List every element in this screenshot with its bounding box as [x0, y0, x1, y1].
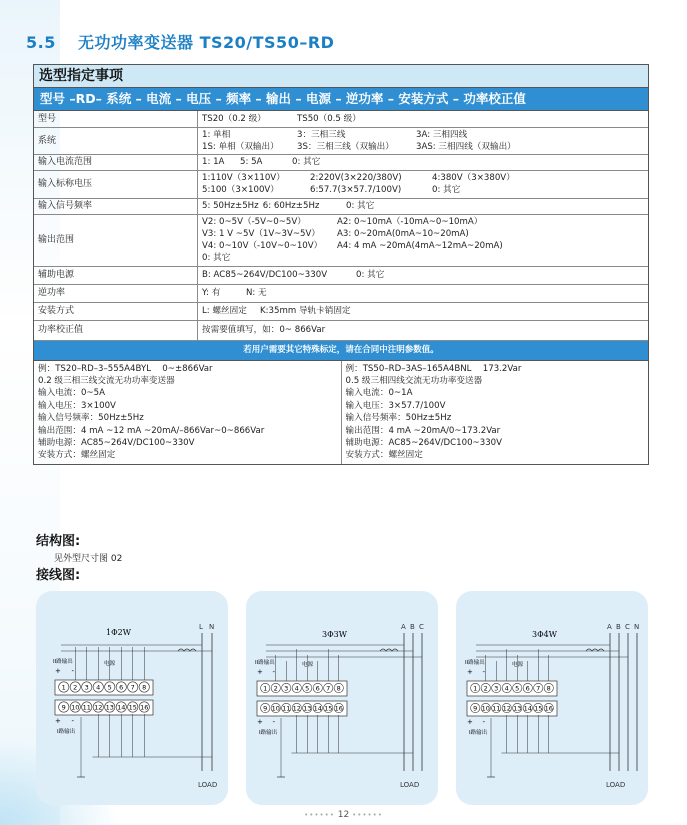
plus-sign: +: [467, 668, 473, 676]
terminal-number: 3: [494, 684, 499, 693]
example-line: 安装方式：螺丝固定: [345, 450, 423, 461]
output-2-label: II路输出: [53, 659, 73, 665]
spec-option: V4: 0~10V（-10V~0~10V）: [202, 241, 323, 251]
system-label: 3Φ4W: [532, 630, 557, 639]
phase-label: A: [401, 623, 406, 631]
model-code-bar: 型号 –RD– 系统 – 电流 – 电压 – 频率 – 输出 – 电源 – 逆功率 – 安装方式 – 功率校正值: [34, 88, 648, 111]
example-line: 安装方式：螺丝固定: [38, 450, 116, 461]
terminal-number: 11: [82, 703, 91, 712]
spec-value: [198, 266, 649, 284]
spec-row: [34, 198, 648, 214]
spec-key: 输入标称电压: [34, 170, 198, 198]
spec-option: 3A: 三相四线: [416, 129, 468, 140]
terminal-number: 5: [107, 683, 112, 692]
terminal-number: 7: [326, 684, 331, 693]
phase-label: N: [634, 623, 640, 631]
spec-option: 5: 5A: [240, 157, 263, 167]
terminal-number: 2: [73, 683, 78, 692]
spec-option: 0: 其它: [432, 185, 461, 195]
wiring-panel-1p2w: [36, 591, 228, 805]
page-number: 12: [337, 810, 350, 820]
spec-option: N: 无: [246, 288, 267, 298]
terminal-number: 12: [292, 704, 301, 713]
terminal-number: 5: [305, 684, 310, 693]
spec-value-line: [202, 129, 644, 141]
terminal-number: 15: [324, 704, 333, 713]
structure-heading: 结构图:: [36, 534, 81, 549]
power-label: 电源: [302, 662, 314, 668]
plus-sign: +: [55, 717, 61, 725]
wiring-diagram-3p4w: [456, 591, 648, 805]
spec-option: A2: 0~10mA（-10mA~0~10mA）: [337, 217, 483, 227]
spec-row: [34, 170, 648, 198]
terminal-number: 4: [96, 683, 101, 692]
spec-option: 0: 其它: [346, 201, 375, 211]
terminal-strip: [257, 681, 347, 696]
spec-key: 输出范围: [34, 214, 198, 266]
terminal-number: 13: [105, 703, 114, 712]
spec-value-line: [202, 200, 644, 212]
spec-option: L: 螺丝固定: [202, 306, 247, 316]
spec-value: [198, 127, 649, 154]
example-line: 辅助电源：AC85~264V/DC100~330V: [38, 437, 195, 448]
phase-label: N: [209, 623, 215, 631]
terminal-number: 7: [536, 684, 541, 693]
spec-value-line: [202, 216, 644, 228]
spec-row: [34, 284, 648, 302]
spec-option: 0: 其它: [292, 157, 321, 167]
spec-value-line: [202, 287, 644, 299]
spec-option: V3: 1 V ~5V（1V~3V~5V）: [202, 229, 320, 239]
terminal-number: 12: [94, 703, 103, 712]
output-1-label: I路输出: [259, 730, 278, 736]
load-label: LOAD: [198, 781, 218, 789]
plus-sign: +: [257, 718, 263, 726]
spec-option: 0: 其它: [202, 253, 231, 263]
example-line: 输入信号频率：50Hz±5Hz: [345, 413, 452, 424]
terminal-number: 16: [140, 703, 149, 712]
notice-bar: 若用户需要其它特殊标定，请在合同中注明参数值。: [34, 341, 648, 361]
spec-value: [198, 320, 649, 340]
spec-value: [198, 198, 649, 214]
spec-option: A4: 4 mA ~20mA(4mA~12mA~20mA): [337, 241, 503, 251]
system-label: 1Φ2W: [106, 628, 131, 637]
phase-label: C: [419, 623, 424, 631]
spec-option: 5:100（3×100V）: [202, 185, 279, 195]
terminal-number: 16: [544, 704, 553, 713]
example-line: 输入电流：0~5A: [38, 388, 105, 399]
footer-dots-left: ••••••: [304, 811, 335, 819]
spec-value-line: [202, 228, 644, 240]
plus-sign: +: [55, 667, 61, 675]
terminal-number: 15: [534, 704, 543, 713]
example-line: 0.5 级三相四线交流无功功率变送器: [345, 375, 483, 386]
spec-value: [198, 154, 649, 170]
spec-option: 3：三相三线: [297, 129, 346, 140]
terminal-number: 11: [282, 704, 291, 713]
example-1: [34, 361, 341, 464]
terminal-number: 11: [492, 704, 501, 713]
wiring-panel-3p4w: [456, 591, 648, 805]
spec-key: 输入电流范围: [34, 154, 198, 170]
structure-note: 见外型尺寸图 02: [54, 554, 123, 564]
terminal-number: 12: [502, 704, 511, 713]
spec-option: V2: 0~5V（-5V~0~5V）: [202, 217, 306, 227]
spec-option: 3S：三相三线（双输出）: [297, 141, 394, 152]
example-line: 输出范围：4 mA ~12 mA ~20mA/–866Var~0~866Var: [38, 425, 265, 436]
spec-option: 0: 其它: [356, 270, 385, 280]
terminal-strip: [55, 680, 153, 695]
example-line: 输出范围：4 mA ~20mA/0~173.2Var: [345, 425, 501, 436]
spec-row: [34, 111, 648, 127]
terminal-number: 4: [504, 684, 509, 693]
spec-option: B: AC85~264V/DC100~330V: [202, 270, 328, 280]
terminal-number: 14: [523, 704, 532, 713]
spec-option: TS20（0.2 级）: [202, 113, 266, 124]
spec-option: 1S: 单相（双输出）: [202, 141, 279, 152]
terminal-number: 8: [142, 683, 147, 692]
terminal-number: 3: [84, 683, 89, 692]
plus-sign: +: [467, 718, 473, 726]
power-label: 电源: [104, 661, 116, 667]
spec-value-line: [202, 156, 644, 168]
terminal-number: 14: [117, 703, 126, 712]
output-1-label: I路输出: [469, 730, 488, 736]
example-line: 例：TS50–RD–3AS–165A4BNL 173.2Var: [345, 363, 522, 374]
spec-option: A3: 0~20mA(0mA~10~20mA): [337, 229, 469, 239]
minus-sign: -: [71, 667, 75, 675]
terminal-number: 4: [294, 684, 299, 693]
spec-value-line: [202, 113, 644, 125]
terminal-strip: [467, 681, 557, 696]
section-title: 无功功率变送器 TS20/TS50–RD: [78, 33, 335, 52]
example-2: [341, 361, 649, 464]
spec-value-line: [202, 172, 644, 184]
spec-value-line: [202, 240, 644, 252]
wiring-heading: 接线图:: [36, 568, 81, 583]
spec-key: 系统: [34, 127, 198, 154]
example-line: 辅助电源：AC85~264V/DC100~330V: [345, 437, 503, 448]
spec-option: 5: 50Hz±5Hz: [202, 201, 259, 211]
spec-option: 6: 60Hz±5Hz: [262, 201, 320, 211]
spec-table: [34, 111, 648, 341]
terminal-number: 2: [273, 684, 278, 693]
spec-option: 1: 单相: [202, 129, 231, 140]
spec-row: [34, 320, 648, 340]
output-1-label: I路输出: [57, 729, 76, 735]
load-label: LOAD: [606, 781, 626, 789]
spec-value: [198, 302, 649, 320]
minus-sign: -: [482, 668, 486, 676]
terminal-number: 15: [128, 703, 137, 712]
spec-row: [34, 214, 648, 266]
spec-value-line: [202, 324, 644, 336]
spec-row: [34, 127, 648, 154]
spec-value-line: [202, 252, 644, 264]
terminal-strip: [55, 700, 153, 715]
selection-table: [33, 64, 649, 465]
terminal-number: 13: [513, 704, 522, 713]
terminal-number: 10: [481, 704, 490, 713]
load-label: LOAD: [400, 781, 420, 789]
section-number: 5.5: [26, 33, 56, 52]
wiring-diagram-1p2w: [36, 591, 228, 805]
spec-key: 辅助电源: [34, 266, 198, 284]
spec-row: [34, 302, 648, 320]
terminal-number: 14: [313, 704, 322, 713]
spec-key: 逆功率: [34, 284, 198, 302]
page-title: [26, 30, 334, 53]
output-2-label: II路输出: [465, 660, 485, 666]
example-line: 输入电压：3×57.7/100V: [345, 400, 446, 411]
terminal-number: 1: [61, 683, 66, 692]
footer-dots-right: ••••••: [352, 811, 383, 819]
spec-key: 功率校正值: [34, 320, 198, 340]
terminal-strip: [467, 701, 557, 716]
spec-row: [34, 266, 648, 284]
terminal-number: 3: [284, 684, 289, 693]
terminal-number: 9: [263, 704, 268, 713]
spec-value-line: [202, 141, 644, 153]
spec-row: [34, 154, 648, 170]
spec-value: [198, 111, 649, 127]
phase-label: C: [625, 623, 630, 631]
terminal-number: 10: [71, 703, 80, 712]
selection-heading: 选型指定事项: [34, 65, 648, 88]
spec-option: 2:220V(3×220/380V): [310, 173, 402, 183]
spec-key: 安装方式: [34, 302, 198, 320]
example-line: 例：TS20–RD–3–555A4BYL 0~±866Var: [38, 363, 213, 374]
spec-option: 按需要值填写，如：0~ 866Var: [202, 325, 326, 335]
spec-option: 6:57.7(3×57.7/100V): [310, 185, 402, 195]
page-footer: [0, 810, 687, 820]
minus-sign: -: [71, 717, 75, 725]
examples-block: [34, 361, 648, 464]
terminal-strip: [257, 701, 347, 716]
phase-label: L: [199, 623, 203, 631]
spec-value-line: [202, 184, 644, 196]
terminal-number: 1: [263, 684, 268, 693]
spec-key: 型号: [34, 111, 198, 127]
terminal-number: 10: [271, 704, 280, 713]
spec-value-line: [202, 269, 644, 281]
spec-key: 输入信号频率: [34, 198, 198, 214]
phase-label: A: [607, 623, 612, 631]
terminal-number: 8: [336, 684, 341, 693]
phase-label: B: [410, 623, 415, 631]
terminal-number: 13: [303, 704, 312, 713]
spec-option: K:35mm 导轨卡销固定: [260, 306, 351, 316]
spec-option: 3AS: 三相四线（双输出）: [416, 141, 516, 152]
terminal-number: 9: [473, 704, 478, 713]
terminal-number: 8: [546, 684, 551, 693]
terminal-number: 1: [473, 684, 478, 693]
example-line: 输入电流：0~1A: [345, 388, 413, 399]
spec-value: [198, 214, 649, 266]
terminal-number: 2: [483, 684, 488, 693]
spec-value: [198, 284, 649, 302]
terminal-number: 9: [61, 703, 66, 712]
minus-sign: -: [272, 668, 276, 676]
terminal-number: 5: [515, 684, 520, 693]
system-label: 3Φ3W: [322, 630, 347, 639]
spec-option: 4:380V（3×380V）: [432, 173, 515, 183]
terminal-number: 7: [130, 683, 135, 692]
example-line: 输入电压：3×100V: [38, 400, 116, 411]
plus-sign: +: [257, 668, 263, 676]
spec-option: TS50（0.5 级）: [297, 113, 361, 124]
example-line: 0.2 级三相三线交流无功功率变送器: [38, 375, 175, 386]
terminal-number: 6: [315, 684, 320, 693]
spec-option: 1: 1A: [202, 157, 225, 167]
terminal-number: 6: [525, 684, 530, 693]
wiring-diagram-3p3w: [246, 591, 438, 805]
phase-label: B: [616, 623, 621, 631]
spec-option: Y: 有: [202, 288, 221, 298]
minus-sign: -: [272, 718, 276, 726]
power-label: 电源: [512, 662, 524, 668]
minus-sign: -: [482, 718, 486, 726]
terminal-number: 6: [119, 683, 124, 692]
spec-option: 1:110V（3×110V）: [202, 173, 285, 183]
example-line: 输入信号频率：50Hz±5Hz: [38, 413, 144, 424]
spec-value: [198, 170, 649, 198]
terminal-number: 16: [334, 704, 343, 713]
wiring-panel-3p3w: [246, 591, 438, 805]
spec-value-line: [202, 305, 644, 317]
output-2-label: II路输出: [255, 660, 275, 666]
